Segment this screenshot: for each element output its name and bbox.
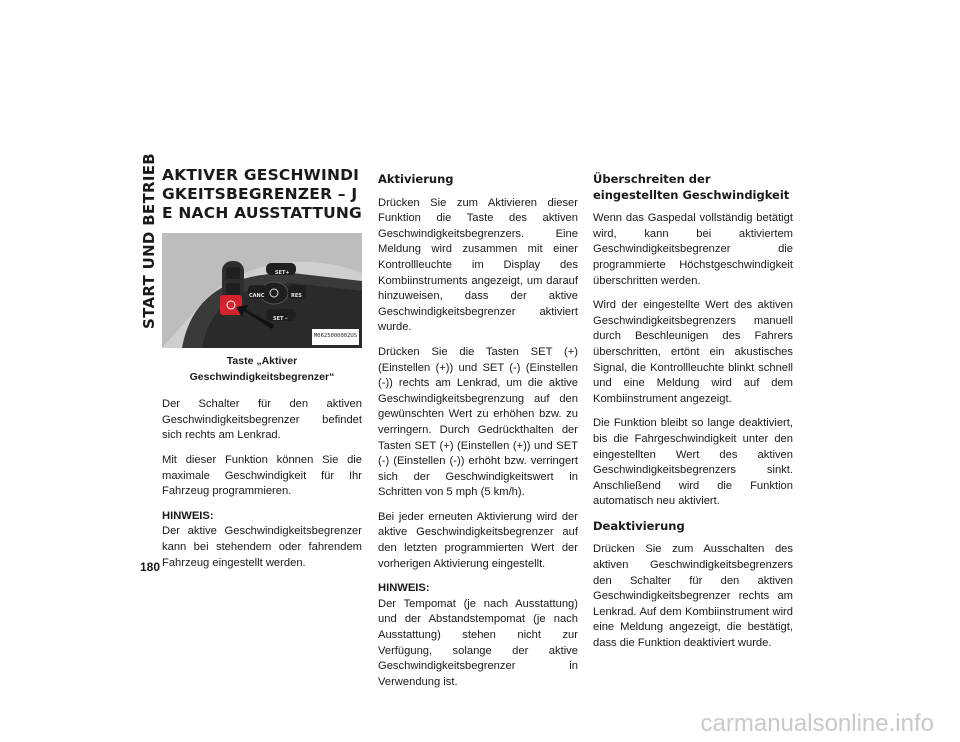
set-plus-label: SET+ <box>275 270 290 276</box>
page-number: 180 <box>140 560 161 574</box>
col2-note-label: HINWEIS: <box>378 582 430 595</box>
heading-aktivierung: Aktivierung <box>378 172 454 186</box>
col3-paragraph-1: Wenn das Gaspedal vollständig betätigt wird, kann bei aktiviertem Geschwindigkeitsbegrenzer die programmierte Höchstgeschwindigkeit überschritten werden. <box>593 212 793 287</box>
heading-ueberschreiten: Überschreiten der eingestellten Geschwindigkeit <box>593 172 790 202</box>
column-1 <box>162 166 362 580</box>
canc-label: CANC <box>249 293 265 299</box>
col1-note <box>162 509 362 571</box>
figure-caption: Taste „Aktiver Geschwindigkeitsbegrenzer“ <box>189 355 335 383</box>
col1-note-text: Der aktive Geschwindigkeitsbegrenzer kann bei stehendem oder fahrendem Fahrzeug eingestellt werden. <box>162 525 362 569</box>
col1-note-label: HINWEIS: <box>162 509 214 522</box>
figure-id: M0625000002US <box>312 329 359 345</box>
col2-note-text: Der Tempomat (je nach Ausstattung) und der Abstandstempomat (je nach Ausstattung) stehen nicht zur Verfügung, solange der aktive Geschwindigkeitsbegrenzer in Verwendung ist. <box>378 597 578 688</box>
steering-wheel-figure <box>162 233 362 348</box>
section-side-tab <box>138 152 160 330</box>
column-2 <box>378 172 578 699</box>
col1-paragraph-1: Der Schalter für den aktiven Geschwindigkeitsbegrenzer befindet sich rechts am Lenkrad. <box>162 398 362 442</box>
col2-paragraph-3: Bei jeder erneuten Aktivierung wird der aktive Geschwindigkeitsbegrenzer auf den letzten programmierten Wert der vorherigen Aktivierung eingestellt. <box>378 510 578 570</box>
col2-note <box>378 581 578 690</box>
section-side-tab-label: START UND BETRIEB <box>140 152 159 330</box>
chapter-title: AKTIVER GESCHWINDIGKEITSBEGRENZER – JE NACH AUSSTATTUNG <box>162 166 362 222</box>
res-label: RES <box>291 293 302 299</box>
col1-paragraph-2: Mit dieser Funktion können Sie die maximale Geschwindigkeit für Ihr Fahrzeug programmieren. <box>162 453 362 498</box>
col2-paragraph-1: Drücken Sie zum Aktivieren dieser Funktion die Taste des aktiven Geschwindigkeitsbegrenzers. Eine Meldung wird zusammen mit einer Kontrollleuchte im Display des Kombiinstruments angezeigt, um darauf hinzuweisen, dass der aktive Geschwindigkeitsbegrenzer aktiviert wurde. <box>378 196 578 334</box>
col3-paragraph-2: Wird der eingestellte Wert des aktiven Geschwindigkeitsbegrenzers manuell durch Beschleunigen des Fahrers überschritten, ertönt ein akustisches Signal, die Kontrollleuchte blinkt schnell und eine Meldung wird auf dem Kombiinstrument angezeigt. <box>593 299 793 405</box>
col3-paragraph-4: Drücken Sie zum Ausschalten des aktiven Geschwindigkeitsbegrenzers den Schalter für den aktiven Geschwindigkeitsbegrenzer rechts am Lenkrad. Auf dem Kombiinstrument wird eine Meldung angezeigt, die bestätigt, dass die Funktion deaktiviert wurde. <box>593 543 793 650</box>
col3-paragraph-3: Die Funktion bleibt so lange deaktiviert, bis die Fahrgeschwindigkeit unter den eingestellten Wert des aktiven Geschwindigkeitsbegrenzers sinkt. Anschließend wird die Funktion automatisch neu aktiviert. <box>593 417 793 508</box>
col2-paragraph-2: Drücken Sie die Tasten SET (+) (Einstellen (+)) und SET (-) (Einstellen (-)) rechts am Lenkrad, um die aktive Geschwindigkeitsbegrenzung auf den gewünschten Wert zu erhöhen bzw. zu verringern. Durch Gedrückthalten der Tasten SET (+) (Einstellen (+)) und SET (-) (Einstellen (-)) erhöht bzw. verringert sich der Geschwindigkeitswert in Schritten von 5 mph (5 km/h). <box>378 345 578 499</box>
heading-deaktivierung: Deaktivierung <box>593 518 685 533</box>
column-3 <box>593 172 793 661</box>
watermark: carmanualsonline.info <box>700 710 934 737</box>
set-minus-label: SET – <box>273 316 288 322</box>
